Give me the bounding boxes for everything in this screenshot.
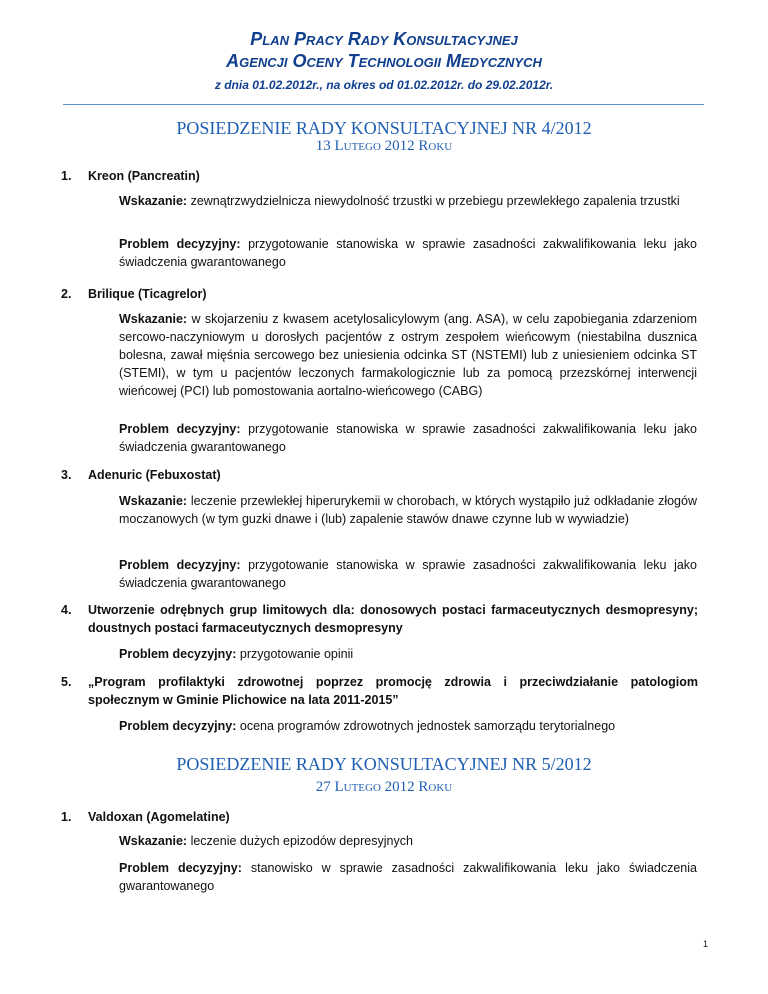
item-title: Valdoxan (Agomelatine) bbox=[88, 810, 230, 824]
list-item bbox=[61, 601, 698, 637]
problem-text: przygotowanie stanowiska w sprawie zasadności zakwalifikowania leku jako świadczenia gwarantowanego bbox=[119, 237, 698, 269]
problem-label: Problem decyzyjny: bbox=[119, 647, 237, 661]
indication-text: w skojarzeniu z kwasem acetylosalicylowym (ang. ASA), w celu zapobiegania zdarzeniom sercowo-naczyniowym u dorosłych pacjentów z ostrym zespołem wieńcowym (niestabilna dusznica bolesna, zawał mięśnia sercowego bez uniesienia odcinka ST (NSTEMI) lub z uniesieniem odcinka ST (STEMI), w tym u pacjentów leczonych farmakologicznie lub za pomocą przezskórnej interwencji wieńcowej (PCI) lub pomostowania aortalno-wieńcowego (CABG) bbox=[119, 312, 697, 398]
problem-text: przygotowanie opinii bbox=[239, 647, 354, 661]
problem-text: stanowisko w sprawie zasadności zakwalifikowania leku jako świadczenia gwarantowanego bbox=[119, 861, 697, 893]
session-title: POSIEDZENIE RADY KONSULTACYJNEJ NR 4/2012 bbox=[176, 118, 592, 138]
item-number: 1. bbox=[61, 810, 72, 824]
problem-text: ocena programów zdrowotnych jednostek samorządu terytorialnego bbox=[239, 719, 616, 733]
indication-text: leczenie przewlekłej hiperurykemii w chorobach, w których wystąpiło już odkładanie złogów moczanowych (w tym guzki dnawe i (lub) zapalenie stawów dnawe czynne lub w wywiadzie) bbox=[119, 494, 697, 526]
item-number: 3. bbox=[61, 468, 72, 482]
indication-label: Wskazanie: bbox=[119, 834, 188, 848]
item-decision-problem bbox=[119, 859, 697, 895]
session-date: 13 Lutego 2012 Roku bbox=[315, 138, 453, 154]
problem-label: Problem decyzyjny: bbox=[119, 422, 241, 436]
item-indication bbox=[119, 310, 697, 400]
item-indication bbox=[119, 492, 697, 528]
item-number: 5. bbox=[61, 675, 72, 689]
list-item bbox=[61, 808, 698, 826]
session-date: 27 Lutego 2012 Roku bbox=[315, 779, 453, 795]
item-title: „Program profilaktyki zdrowotnej poprzez promocję zdrowia i przeciwdziałanie patologiom społecznym w Gminie Plichowice na lata 2011-2015” bbox=[88, 675, 698, 707]
document-title-line2: Agencji Oceny Technologii Medycznych bbox=[226, 51, 542, 71]
document-title-line1: Plan Pracy Rady Konsultacyjnej bbox=[250, 29, 518, 49]
document-subtitle: z dnia 01.02.2012r., na okres od 01.02.2012r. do 29.02.2012r. bbox=[214, 78, 554, 92]
indication-label: Wskazanie: bbox=[119, 194, 188, 208]
session-title: POSIEDZENIE RADY KONSULTACYJNEJ NR 5/2012 bbox=[176, 754, 592, 774]
item-number: 2. bbox=[61, 287, 72, 301]
item-decision-problem bbox=[119, 717, 697, 735]
item-decision-problem bbox=[119, 420, 697, 456]
item-decision-problem bbox=[119, 645, 697, 663]
item-title: Kreon (Pancreatin) bbox=[88, 169, 200, 183]
indication-label: Wskazanie: bbox=[119, 494, 188, 508]
problem-text: przygotowanie stanowiska w sprawie zasadności zakwalifikowania leku jako świadczenia gwarantowanego bbox=[119, 422, 698, 454]
problem-label: Problem decyzyjny: bbox=[119, 237, 241, 251]
item-decision-problem bbox=[119, 556, 697, 592]
problem-label: Problem decyzyjny: bbox=[119, 719, 237, 733]
page-number: 1 bbox=[702, 939, 708, 949]
item-title: Brilique (Ticagrelor) bbox=[88, 287, 207, 301]
list-item bbox=[61, 167, 698, 185]
list-item bbox=[61, 285, 698, 303]
item-indication bbox=[119, 832, 697, 850]
list-item bbox=[61, 673, 698, 709]
indication-text: zewnątrzwydzielnicza niewydolność trzustki w przebiegu przewlekłego zapalenia trzustki bbox=[190, 194, 680, 208]
indication-label: Wskazanie: bbox=[119, 312, 188, 326]
problem-label: Problem decyzyjny: bbox=[119, 558, 241, 572]
header-divider bbox=[63, 104, 704, 105]
item-decision-problem bbox=[119, 235, 697, 271]
item-indication bbox=[119, 192, 697, 210]
item-title: Utworzenie odrębnych grup limitowych dla: donosowych postaci farmaceutycznych desmopresyny; doustnych postaci farmaceutycznych desmopresyny bbox=[88, 603, 698, 635]
item-title: Adenuric (Febuxostat) bbox=[88, 468, 221, 482]
list-item bbox=[61, 466, 698, 484]
item-number: 1. bbox=[61, 169, 72, 183]
problem-text: przygotowanie stanowiska w sprawie zasadności zakwalifikowania leku jako świadczenia gwarantowanego bbox=[119, 558, 698, 590]
problem-label: Problem decyzyjny: bbox=[119, 861, 242, 875]
indication-text: leczenie dużych epizodów depresyjnych bbox=[190, 834, 413, 848]
item-number: 4. bbox=[61, 603, 72, 617]
